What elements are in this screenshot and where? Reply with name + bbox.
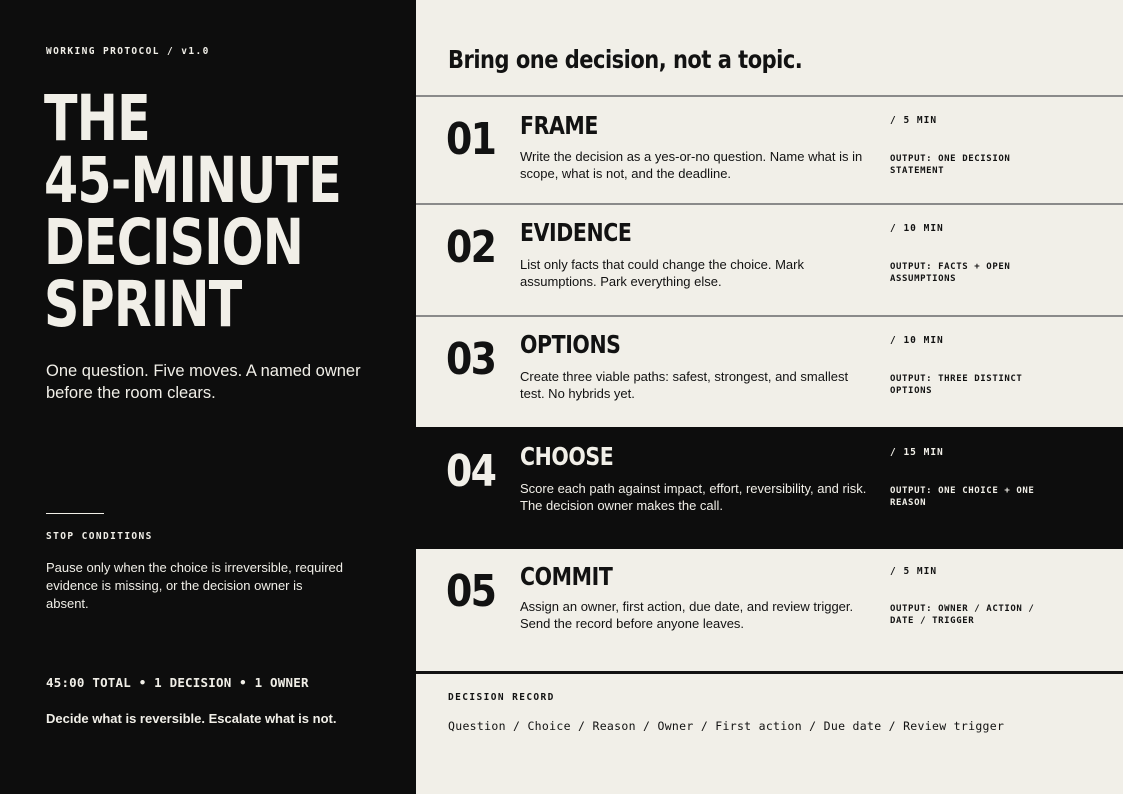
closing-note: Decide what is reversible. Escalate what is not. [46, 711, 337, 726]
step-output: OUTPUT: ONE CHOICE + ONE REASON [890, 486, 1035, 508]
step-output: OUTPUT: FACTS + OPEN ASSUMPTIONS [890, 262, 1011, 284]
left-panel [0, 0, 416, 794]
page-title [44, 82, 342, 341]
title-line: DECISION [44, 206, 304, 279]
step-name: COMMIT [520, 562, 613, 591]
step-number: 05 [446, 566, 496, 617]
step-number: 03 [446, 334, 496, 385]
decision-record [416, 671, 1123, 794]
step-number: 04 [446, 446, 496, 497]
divider [46, 513, 104, 514]
step-choose [416, 427, 1123, 549]
step-output: OUTPUT: THREE DISTINCT OPTIONS [890, 374, 1023, 396]
step-frame [416, 95, 1123, 205]
step-commit [416, 547, 1123, 673]
step-name: CHOOSE [520, 442, 614, 471]
right-panel [416, 0, 1123, 794]
step-description: Create three viable paths: safest, strongest, and smallest test. No hybrids yet. [520, 369, 849, 401]
step-duration: / 5 MIN [890, 566, 938, 577]
step-description: List only facts that could change the choice. Mark assumptions. Park everything else. [520, 257, 804, 289]
step-description: Score each path against impact, effort, reversibility, and risk. The decision owner makes the call. [520, 481, 867, 513]
step-name: EVIDENCE [520, 218, 632, 247]
step-name: OPTIONS [520, 330, 621, 359]
step-duration: / 15 MIN [890, 447, 944, 458]
step-description: Assign an owner, first action, due date, and review trigger. Send the record before anyone leaves. [520, 599, 854, 631]
decision-record-fields: Question / Choice / Reason / Owner / First action / Due date / Review trigger [448, 719, 1005, 733]
decision-record-label: DECISION RECORD [448, 692, 555, 703]
step-number: 01 [446, 114, 496, 165]
stop-conditions-label: STOP CONDITIONS [46, 531, 153, 542]
headline: Bring one decision, not a topic. [448, 45, 803, 74]
title-line: 45-MINUTE [44, 144, 342, 217]
title-line: SPRINT [44, 268, 242, 341]
step-duration: / 5 MIN [890, 115, 938, 126]
totals-summary: 45:00 TOTAL • 1 DECISION • 1 OWNER [46, 675, 309, 690]
subtitle: One question. Five moves. A named owner before the room clears. [46, 362, 361, 402]
step-duration: / 10 MIN [890, 335, 944, 346]
step-evidence [416, 203, 1123, 317]
step-output: OUTPUT: OWNER / ACTION / DATE / TRIGGER [890, 604, 1035, 626]
step-description: Write the decision as a yes-or-no question. Name what is in scope, what is not, and the deadline. [520, 149, 863, 181]
stop-conditions-text: Pause only when the choice is irreversible, required evidence is missing, or the decision owner is absent. [46, 560, 343, 611]
step-number: 02 [446, 222, 496, 273]
step-options [416, 315, 1123, 429]
step-duration: / 10 MIN [890, 223, 944, 234]
title-line: THE [44, 82, 150, 155]
protocol-version: WORKING PROTOCOL / v1.0 [46, 46, 210, 57]
step-output: OUTPUT: ONE DECISION STATEMENT [890, 154, 1011, 176]
step-name: FRAME [520, 111, 599, 140]
